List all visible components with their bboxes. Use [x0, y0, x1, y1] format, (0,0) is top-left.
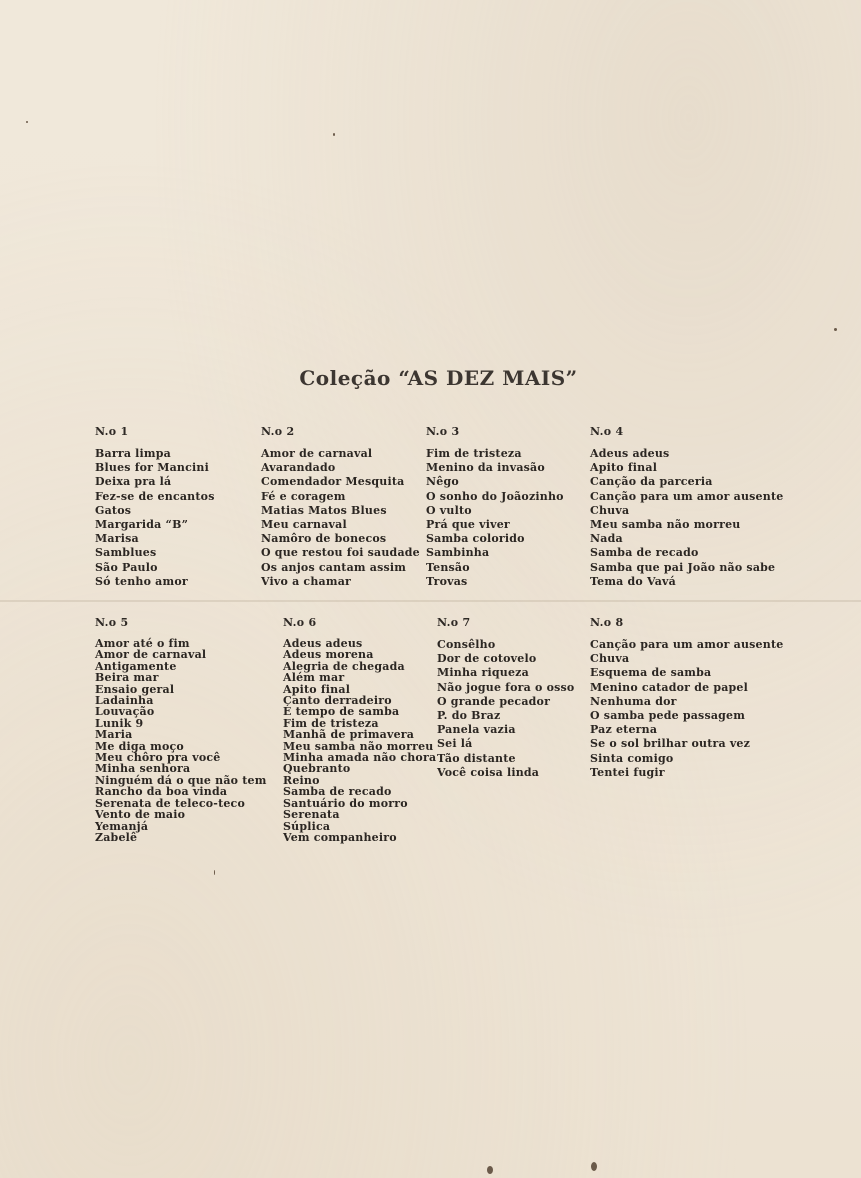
volume-4-label: N.o 4: [590, 425, 624, 438]
song-title: Samba de recado: [283, 785, 392, 799]
song-title: Canção para um amor ausente: [590, 489, 784, 503]
song-title: Ninguém dá o que não tem: [95, 773, 267, 787]
song-title: Me diga moço: [95, 739, 184, 753]
song-title: Serenata: [283, 808, 340, 822]
song-title: Alegria de chegada: [283, 659, 405, 673]
paper-speck: [487, 1166, 493, 1174]
song-title: Samba que pai João não sabe: [590, 560, 776, 574]
volume-2: [261, 425, 420, 589]
song-title: Serenata de teleco-teco: [95, 796, 245, 810]
song-title: O vulto: [426, 503, 472, 517]
song-title: Apito final: [590, 461, 658, 475]
song-title: Yemanjá: [95, 819, 149, 833]
volume-6-label: N.o 6: [283, 616, 317, 629]
song-title: Não jogue fora o osso: [437, 680, 575, 694]
paper-speck: [834, 328, 837, 331]
song-title: Barra limpa: [95, 447, 171, 460]
song-title: Amor até o fim: [95, 637, 190, 650]
song-title: Dor de cotovelo: [437, 652, 537, 666]
song-title: Canção para um amor ausente: [590, 638, 784, 651]
song-title: Lunik 9: [95, 716, 144, 730]
volume-7: [437, 616, 574, 780]
song-title: Vivo a chamar: [261, 574, 352, 588]
volume-7-label: N.o 7: [437, 616, 471, 629]
song-title: Vem companheiro: [283, 830, 397, 844]
song-title: Reino: [283, 773, 320, 787]
song-title: Meu samba não morreu: [590, 518, 741, 532]
paper-speck: [591, 1162, 597, 1171]
song-title: O que restou foi saudade: [261, 546, 420, 560]
paper-speck: [26, 121, 28, 123]
song-title: Samba colorido: [426, 532, 525, 546]
song-title: Adeus adeus: [283, 637, 363, 650]
song-title: Tentei fugir: [590, 765, 665, 779]
song-title: Fé e coragem: [261, 489, 346, 503]
volume-1-song-list: [95, 447, 215, 589]
song-title: Canto derradeiro: [283, 694, 392, 708]
song-title: Meu carnaval: [261, 518, 347, 532]
song-title: Vento de maio: [95, 808, 186, 822]
song-title: Prá que viver: [426, 518, 510, 532]
song-title: Chuva: [590, 503, 630, 517]
song-title: Meu samba não morreu: [283, 739, 434, 753]
song-title: Louvação: [95, 705, 155, 719]
volume-1-label: N.o 1: [95, 425, 129, 438]
volume-3-song-list: [426, 447, 564, 589]
song-title: Zabelê: [95, 830, 138, 844]
song-title: Nêgo: [426, 475, 459, 489]
song-title: É tempo de samba: [283, 705, 400, 719]
song-title: O sonho do Joãozinho: [426, 489, 564, 503]
song-title: Tensão: [426, 560, 470, 574]
volume-8: [590, 616, 783, 780]
song-title: Sei lá: [437, 737, 473, 751]
song-title: Blues for Mancini: [95, 461, 209, 475]
song-title: Só tenho amor: [95, 574, 188, 588]
song-title: Adeus adeus: [590, 447, 670, 460]
song-title: Antigamente: [95, 659, 177, 673]
song-title: Esquema de samba: [590, 666, 712, 680]
song-title: Fez-se de encantos: [95, 489, 215, 503]
song-title: Adeus morena: [283, 648, 374, 662]
song-title: Consêlho: [437, 638, 496, 651]
volume-6: [283, 616, 436, 843]
song-title: Santuário do morro: [283, 796, 408, 810]
song-title: Namôro de bonecos: [261, 532, 387, 546]
song-title: Os anjos cantam assim: [261, 560, 407, 574]
song-title: Chuva: [590, 652, 630, 666]
song-title: Nenhuma dor: [590, 694, 677, 708]
song-title: Fim de tristeza: [283, 716, 379, 730]
volume-4: [590, 425, 783, 589]
song-title: Canção da parceria: [590, 475, 713, 489]
song-title: Comendador Mesquita: [261, 475, 405, 489]
volume-8-song-list: [590, 638, 783, 780]
song-title: Amor de carnaval: [95, 648, 207, 662]
song-title: Apito final: [283, 682, 351, 696]
song-title: Ensaio geral: [95, 682, 175, 696]
song-title: Minha amada não chora: [283, 751, 437, 765]
song-title: Menino da invasão: [426, 461, 545, 475]
song-title: Avarandado: [261, 461, 336, 475]
volume-3: [426, 425, 564, 589]
volume-5-song-list: [95, 638, 267, 843]
song-title: O samba pede passagem: [590, 709, 746, 723]
song-title: Panela vazia: [437, 723, 516, 737]
song-title: O grande pecador: [437, 694, 551, 708]
song-title: Trovas: [426, 574, 468, 588]
song-title: Tema do Vavá: [590, 574, 676, 588]
volume-3-label: N.o 3: [426, 425, 460, 438]
song-title: Maria: [95, 728, 133, 742]
song-title: Meu chôro pra você: [95, 751, 221, 765]
song-title: Menino catador de papel: [590, 680, 749, 694]
song-title: Você coisa linda: [437, 765, 540, 779]
song-title: Rancho da boa vinda: [95, 785, 228, 799]
song-title: Nada: [590, 532, 623, 546]
song-title: Ladainha: [95, 694, 154, 708]
paper-speck: [333, 133, 335, 136]
song-title: Marisa: [95, 532, 139, 546]
volume-6-song-list: [283, 638, 436, 843]
song-title: Deixa pra lá: [95, 475, 172, 489]
song-title: Além mar: [283, 671, 345, 685]
song-title: Samblues: [95, 546, 157, 560]
song-title: Súplica: [283, 819, 331, 833]
song-title: Beira mar: [95, 671, 159, 685]
song-title: São Paulo: [95, 560, 158, 574]
volume-2-song-list: [261, 447, 420, 589]
song-title: Se o sol brilhar outra vez: [590, 737, 751, 751]
song-title: Matias Matos Blues: [261, 503, 387, 517]
collection-title: Coleção “AS DEZ MAIS”: [299, 366, 578, 390]
paper-speck: [214, 870, 215, 875]
volume-7-song-list: [437, 638, 574, 780]
volume-5-label: N.o 5: [95, 616, 129, 629]
song-title: Sambinha: [426, 546, 490, 560]
volume-8-label: N.o 8: [590, 616, 624, 629]
song-title: Sinta comigo: [590, 751, 674, 765]
volume-1: [95, 425, 215, 589]
song-title: Manhã de primavera: [283, 728, 415, 742]
song-title: Gatos: [95, 503, 132, 517]
volume-4-song-list: [590, 447, 783, 589]
song-title: P. do Braz: [437, 709, 501, 723]
song-title: Minha riqueza: [437, 666, 529, 680]
song-title: Amor de carnaval: [261, 447, 373, 460]
volume-5: [95, 616, 267, 843]
song-title: Quebranto: [283, 762, 351, 776]
song-title: Tão distante: [437, 751, 516, 765]
song-title: Samba de recado: [590, 546, 699, 560]
song-title: Fim de tristeza: [426, 447, 522, 460]
song-title: Minha senhora: [95, 762, 191, 776]
song-title: Margarida “B”: [95, 518, 189, 532]
song-title: Paz eterna: [590, 723, 658, 737]
volume-2-label: N.o 2: [261, 425, 295, 438]
paper-fold-line: [0, 600, 861, 602]
